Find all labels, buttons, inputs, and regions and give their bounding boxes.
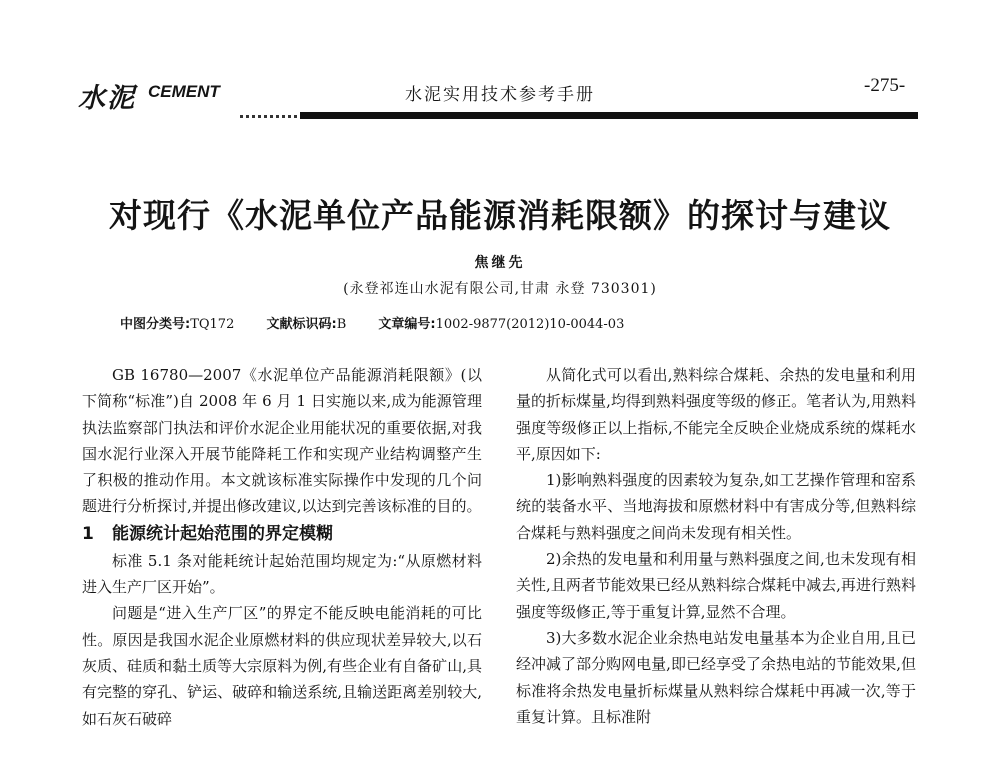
- left-paragraph-2: 标准 5.1 条对能耗统计起始范围均规定为:“从原燃材料进入生产厂区开始”。: [82, 551, 482, 597]
- journal-logo-english: CEMENT: [148, 82, 220, 101]
- document-code: 文献标识码:B: [266, 317, 347, 332]
- clc-number: 中图分类号:TQ172: [120, 317, 235, 332]
- left-column: [82, 362, 482, 732]
- journal-logo-chinese: 水泥: [78, 83, 136, 114]
- right-paragraph-3: 2)余热的发电量和利用量与熟料强度之间,也未发现有相关性,且两者节能效果已经从熟料综合煤耗中减去,再进行熟料强度等级修正,等于重复计算,显然不合理。: [516, 550, 916, 621]
- left-paragraph-1: GB 16780—2007《水泥单位产品能源消耗限额》(以下简称“标准”)自 2008 年 6 月 1 日实施以来,成为能源管理执法监察部门执法和评价水泥企业用能状况的重要依据,对我国水泥行业深入开展节能降耗工作和实现产业结构调整产生了积极的推动作用。本文就该标准实际操作中发现的几个问题进行分析探讨,并提出修改建议,以达到完善该标准的目的。: [82, 366, 482, 516]
- running-header-title: 水泥实用技术参考手册: [405, 85, 595, 105]
- right-column: [516, 362, 916, 730]
- article-author: 焦继先: [474, 255, 526, 271]
- article-affiliation: (永登祁连山水泥有限公司,甘肃 永登 730301): [343, 281, 657, 297]
- page-number: -275-: [864, 75, 906, 96]
- section-1-number: 1: [82, 523, 94, 544]
- section-1-heading: [82, 520, 482, 548]
- article-number: 文章编号:1002-9877(2012)10-0044-03: [378, 317, 625, 332]
- right-paragraph-4: 3)大多数水泥企业余热电站发电量基本为企业自用,且已经冲减了部分购网电量,即已经享受了余热电站的节能效果,但标准将余热发电量折标煤量从熟料综合煤耗中再减一次,等于重复计算。且标准附: [516, 628, 916, 726]
- header-rule: [300, 112, 918, 119]
- right-paragraph-1: 从简化式可以看出,熟料综合煤耗、余热的发电量和利用量的折标煤量,均得到熟料强度等级的修正。笔者认为,用熟料强度等级修正以上指标,不能完全反映企业烧成系统的煤耗水平,原因如下:: [516, 366, 916, 463]
- article-title: 对现行《水泥单位产品能源消耗限额》的探讨与建议: [109, 196, 891, 235]
- left-paragraph-3: 问题是“进入生产厂区”的界定不能反映电能消耗的可比性。原因是我国水泥企业原燃材料的供应现状差异较大,以石灰质、硅质和黏土质等大宗原料为例,有些企业有自备矿山,具有完整的穿孔、铲运、破碎和输送系统,且输送距离差别较大,如石灰石破碎: [82, 604, 482, 728]
- right-paragraph-2: 1)影响熟料强度的因素较为复杂,如工艺操作管理和窑系统的装备水平、当地海拔和原燃材料中有害成分等,但熟料综合煤耗与熟料强度之间尚未发现有相关性。: [516, 471, 916, 542]
- section-1-title: 能源统计起始范围的界定模糊: [112, 523, 333, 544]
- article-meta: [120, 313, 652, 332]
